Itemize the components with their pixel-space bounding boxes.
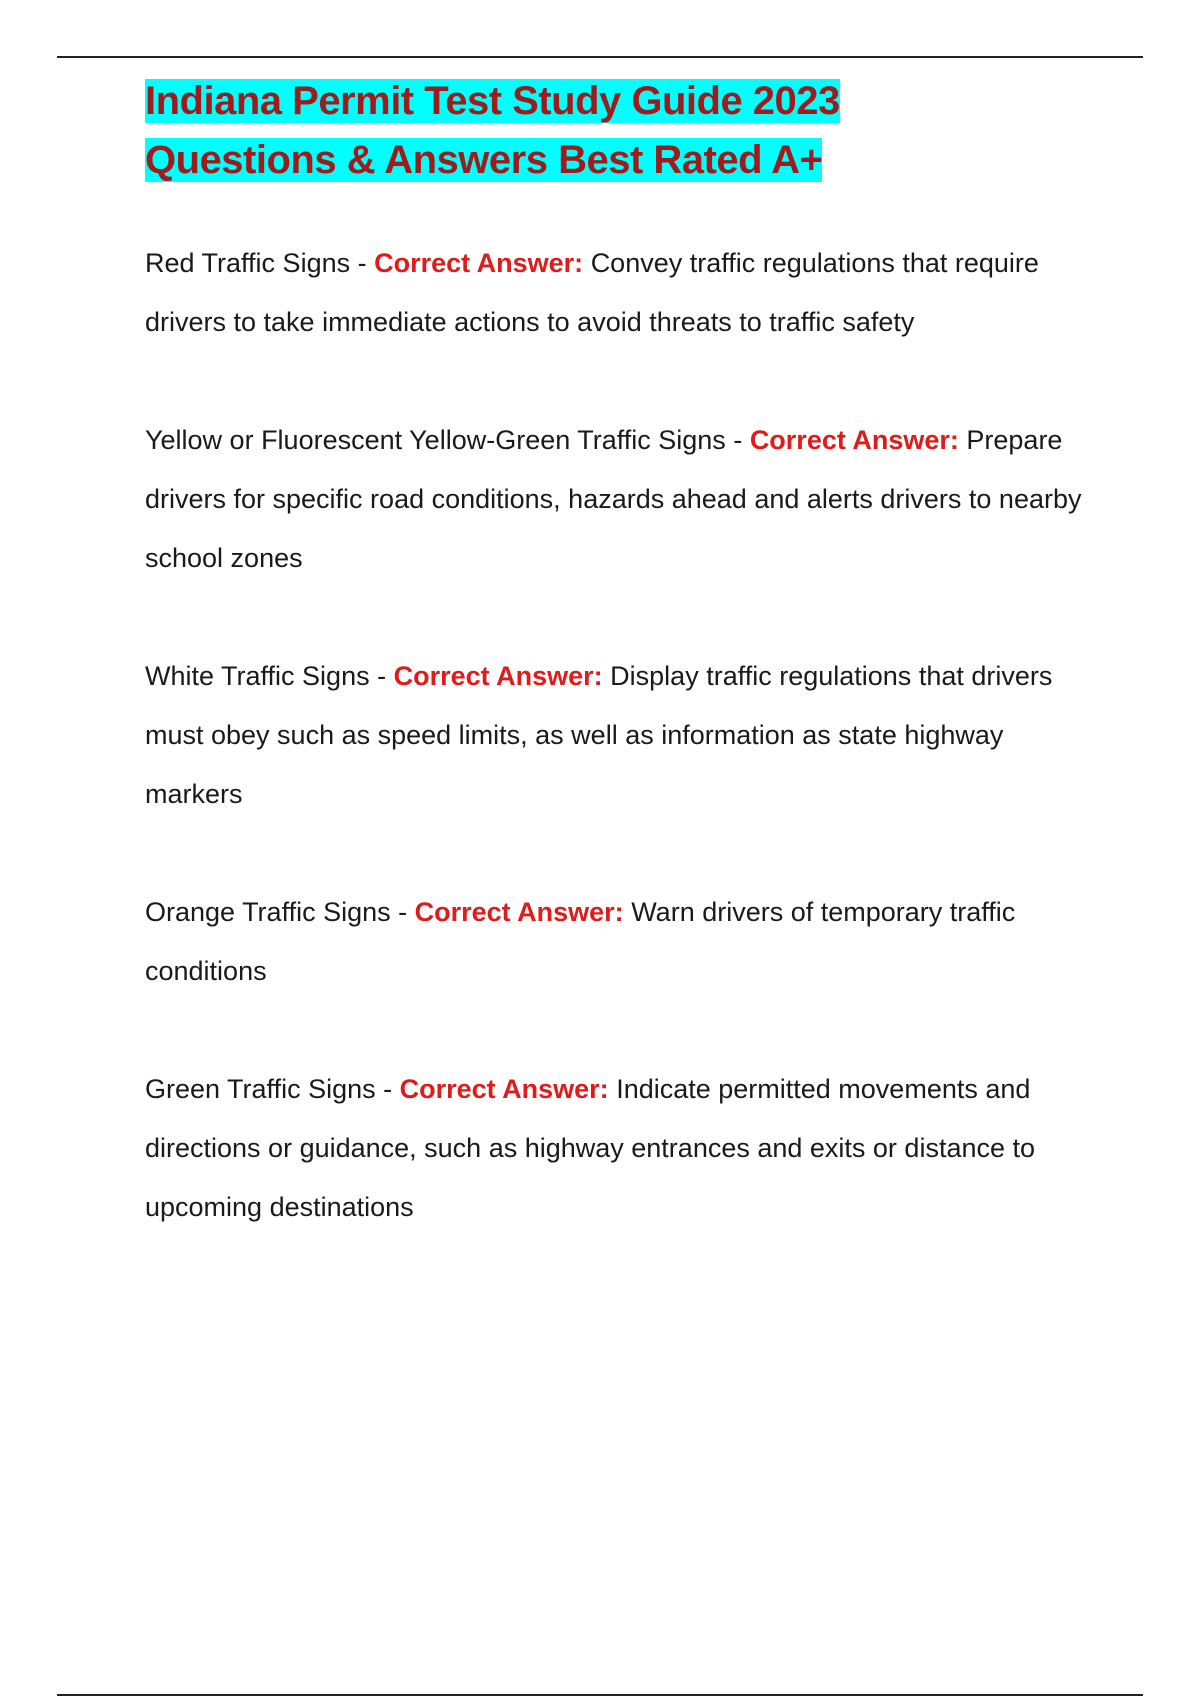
qa-answer: Warn drivers of temporary traffic conditions [145, 897, 1016, 986]
qa-answer: Convey traffic regulations that require drivers to take immediate actions to avoid threats to traffic safety [145, 248, 1039, 337]
qa-answer: Indicate permitted movements and directions or guidance, such as highway entrances and exits or distance to upcoming destinations [145, 1074, 1036, 1222]
correct-answer-label: Correct Answer: [414, 897, 624, 927]
qa-separator: - [725, 425, 750, 455]
correct-answer-label: Correct Answer: [374, 248, 584, 278]
qa-answer: Display traffic regulations that drivers must obey such as speed limits, as well as information as state highway markers [145, 661, 1053, 809]
correct-answer-label: Correct Answer: [393, 661, 603, 691]
qa-term: Green Traffic Signs [145, 1074, 376, 1104]
qa-item-yellow-signs [145, 411, 1085, 588]
title-line-2: Questions & Answers Best Rated A+ [145, 138, 823, 182]
title-line-1: Indiana Permit Test Study Guide 2023 [145, 79, 840, 123]
qa-answer: Prepare drivers for specific road conditions, hazards ahead and alerts drivers to nearby school zones [145, 425, 1082, 573]
qa-item-green-signs [145, 1060, 1085, 1237]
qa-item-white-signs [145, 647, 1085, 824]
qa-term: White Traffic Signs [145, 661, 370, 691]
qa-item-orange-signs [145, 883, 1085, 1001]
correct-answer-label: Correct Answer: [399, 1074, 609, 1104]
qa-term: Red Traffic Signs [145, 248, 351, 278]
document-body [145, 72, 1085, 1296]
qa-separator: - [390, 897, 415, 927]
document-title [145, 72, 1085, 190]
qa-term: Orange Traffic Signs [145, 897, 391, 927]
qa-separator: - [375, 1074, 400, 1104]
top-rule [57, 56, 1143, 58]
qa-separator: - [369, 661, 394, 691]
qa-separator: - [350, 248, 375, 278]
qa-term: Yellow or Fluorescent Yellow-Green Traffic Signs [145, 425, 726, 455]
correct-answer-label: Correct Answer: [749, 425, 959, 455]
bottom-rule [57, 1694, 1143, 1696]
qa-list [145, 234, 1085, 1237]
qa-item-red-signs [145, 234, 1085, 352]
